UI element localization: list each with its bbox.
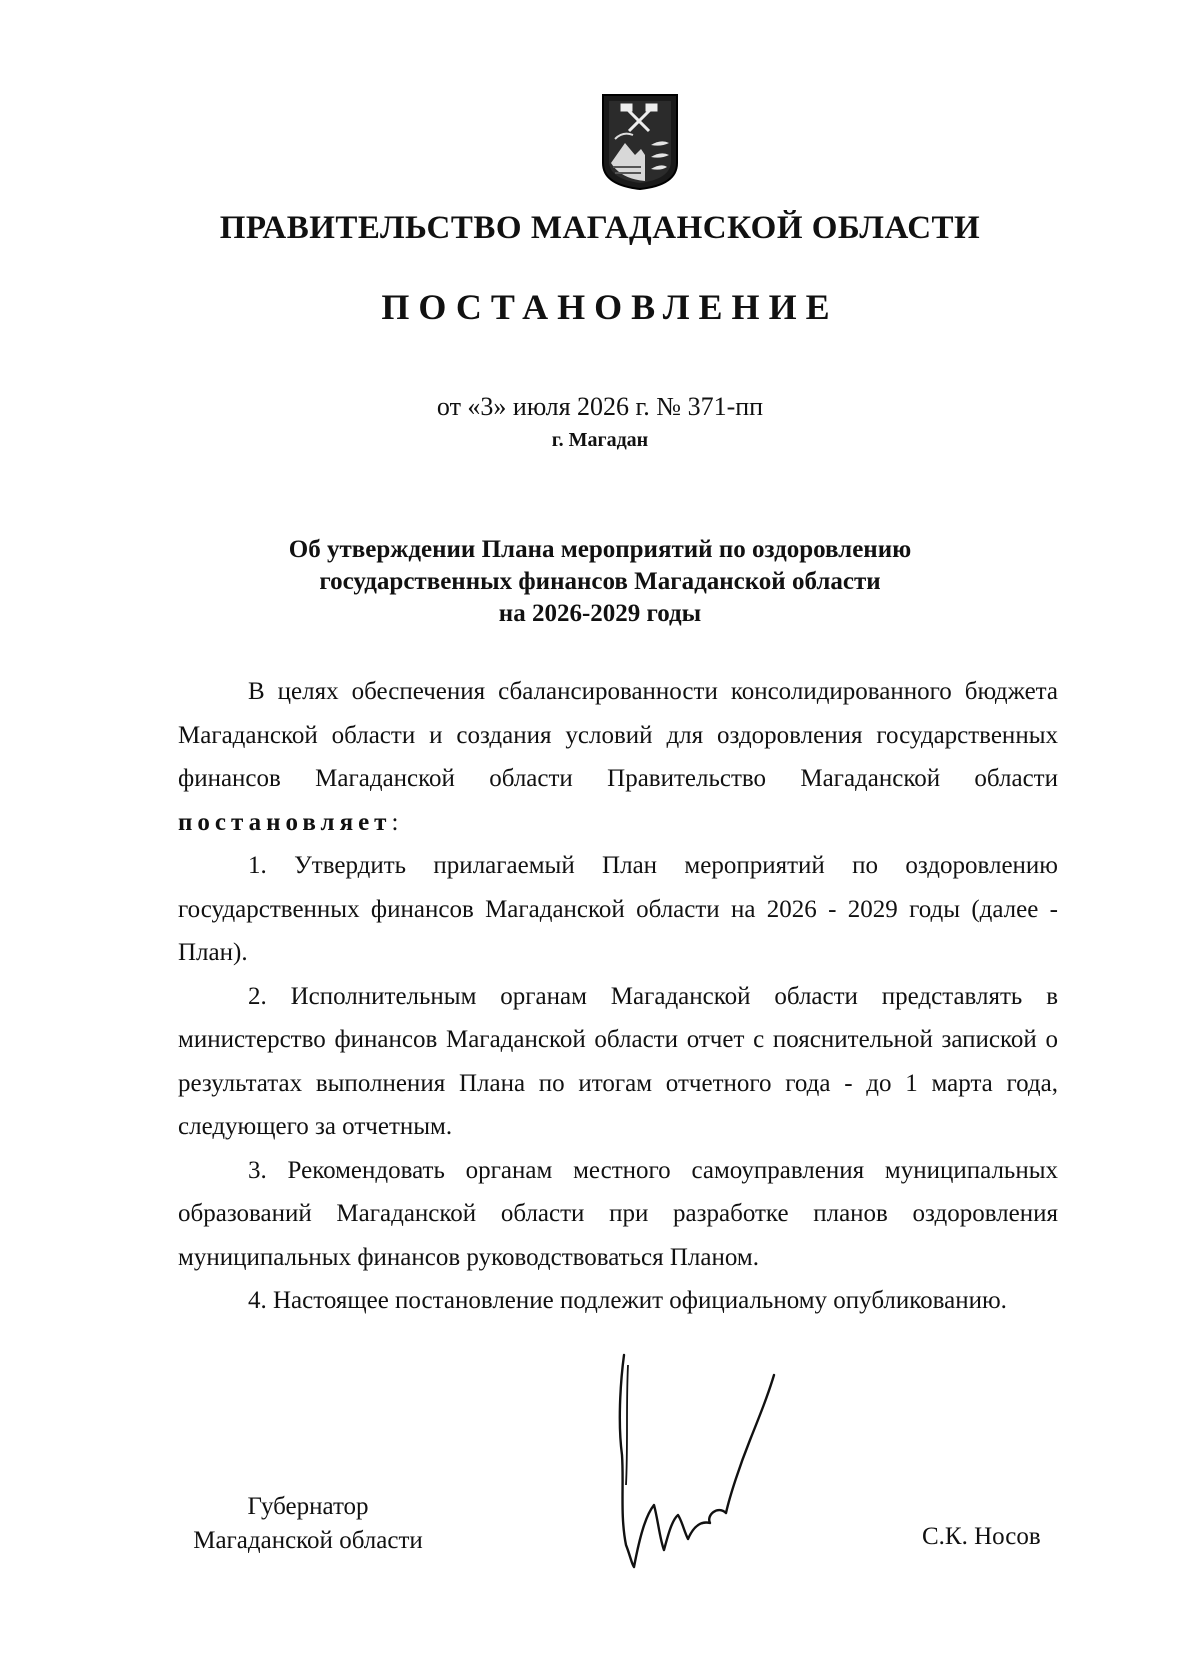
document-type: ПОСТАНОВЛЕНИЕ	[381, 287, 839, 327]
signatory-position	[178, 1490, 438, 1558]
document-city: г. Магадан	[551, 429, 649, 451]
handwritten-signature	[610, 1345, 800, 1570]
title-line: на 2026-2029 годы	[498, 600, 702, 627]
preamble-paragraph	[178, 670, 1058, 844]
document-title	[0, 534, 1200, 630]
title-line: Об утверждении Плана мероприятий по оздоровлению	[288, 536, 912, 563]
item-paragraph-1: 1. Утвердить прилагаемый План мероприятий по оздоровлению государственных финансов Магаданской области на 2026 - 2029 годы (далее - План).	[178, 852, 1058, 966]
organization-name: ПРАВИТЕЛЬСТВО МАГАДАНСКОЙ ОБЛАСТИ	[219, 210, 981, 246]
document-date-number: от «3» июля 2026 г. № 371-пп	[436, 392, 764, 421]
signatory-name: С.К. Носов	[922, 1523, 1041, 1550]
preamble-verb: постановляет	[178, 808, 392, 836]
preamble-text: В целях обеспечения сбалансированности консолидированного бюджета Магаданской области и создания условий для оздоровления государственных финансов Магаданской области Правительство Магаданской области	[178, 678, 1058, 792]
position-line: Губернатор	[247, 1493, 369, 1520]
item-paragraph-2: 2. Исполнительным органам Магаданской области представлять в министерство финансов Магаданской области отчет с пояснительной запиской о результатах выполнения Плана по итогам отчетного года - до 1 марта года, следующего за отчетным.	[178, 982, 1058, 1140]
document-body	[178, 670, 1058, 1323]
item-paragraph-3: 3. Рекомендовать органам местного самоуправления муниципальных образований Магаданской области при разработке планов оздоровления муниципальных финансов руководствоваться Планом.	[178, 1156, 1058, 1271]
title-line: государственных финансов Магаданской области	[319, 568, 881, 595]
item-paragraph-4: 4. Настоящее постановление подлежит официальному опубликованию.	[248, 1287, 1007, 1314]
preamble-end: :	[391, 808, 399, 836]
coat-of-arms-icon	[601, 93, 679, 191]
position-line: Магаданской области	[193, 1527, 423, 1554]
